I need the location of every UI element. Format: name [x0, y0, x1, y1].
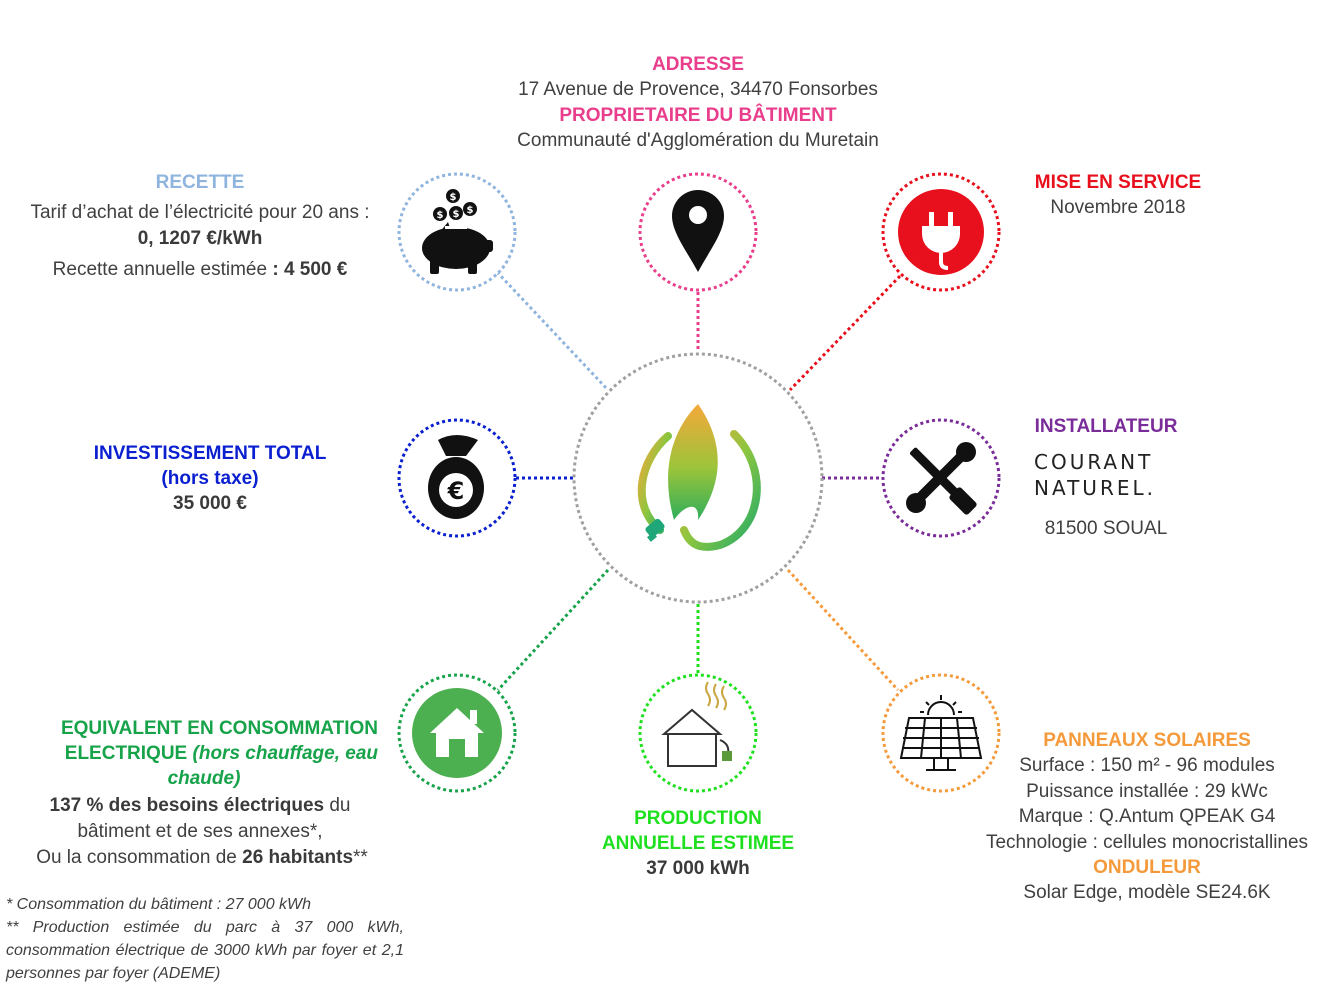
recette-title: RECETTE — [155, 172, 245, 193]
equivalent-title-italic-b: chaude) — [167, 768, 241, 789]
proprietaire-value: Communauté d'Agglomération du Muretain — [517, 130, 879, 151]
adresse-title: ADRESSE — [652, 54, 744, 75]
recette-tarif-text: Tarif d’achat de l’électricité pour 20 ans : — [30, 202, 370, 223]
recette-annuelle-label: Recette annuelle estimée — [52, 259, 273, 280]
production-value: 37 000 kWh — [646, 858, 750, 879]
panneaux-puissance: Puissance installée : 29 kWc — [1026, 781, 1268, 802]
proprietaire-title: PROPRIETAIRE DU BÂTIMENT — [559, 105, 837, 126]
footnotes — [6, 893, 404, 985]
connector-mise-en-service — [790, 276, 900, 390]
mise-en-service-value: Novembre 2018 — [1050, 197, 1186, 218]
installateur-title: INSTALLATEUR — [1034, 416, 1178, 437]
onduleur-value: Solar Edge, modèle SE24.6K — [1023, 882, 1271, 903]
equivalent-line3-bold: 26 habitants — [242, 847, 354, 868]
recette-tarif-value: 0, 1207 €/kWh — [137, 228, 263, 249]
equivalent-line3-b: ** — [353, 847, 368, 868]
equivalent-title-line1: EQUIVALENT EN CONSOMMATION — [60, 718, 378, 739]
installateur-logo-line2: NATUREL. — [1034, 476, 1156, 500]
svg-text:$: $ — [436, 210, 444, 221]
house-icon — [412, 688, 502, 778]
investissement-value: 35 000 € — [173, 493, 247, 514]
footnote-1: * Consommation du bâtiment : 27 000 kWh — [6, 896, 312, 913]
equivalent-title-line2 — [0, 741, 378, 766]
connector-panneaux — [788, 570, 898, 690]
equivalent-line1-bold: 137 % des besoins électriques — [49, 795, 325, 816]
power-plug-icon — [898, 189, 984, 275]
onduleur-title: ONDULEUR — [1093, 857, 1201, 878]
equivalent-line3 — [0, 845, 404, 870]
equivalent-line1 — [0, 793, 400, 818]
connector-recette — [497, 272, 608, 390]
installateur-logo-line1: COURANT — [1034, 450, 1154, 474]
recette-tarif — [0, 200, 400, 225]
equivalent-line3-a: Ou la consommation de — [36, 847, 243, 868]
recette-annuelle-value: : 4 500 € — [272, 259, 348, 280]
equivalent-title-italic-a: (hors chauffage, eau — [192, 743, 378, 764]
equivalent-line2: bâtiment et de ses annexes*, — [77, 821, 323, 842]
equivalent-title-electrique: ELECTRIQUE — [64, 743, 188, 764]
panneaux-marque: Marque : Q.Antum QPEAK G4 — [1018, 806, 1276, 827]
footnote-2: ** Production estimée du parc à 37 000 kWh, consommation électrique de 3000 kWh par foyer et 2,1 personnes par foyer (ADEME) — [6, 919, 404, 982]
production-title-line2: ANNUELLE ESTIMEE — [601, 833, 795, 854]
investissement-title: INVESTISSEMENT TOTAL — [93, 443, 327, 464]
svg-text:$: $ — [466, 205, 474, 216]
adresse-value: 17 Avenue de Provence, 34470 Fonsorbes — [518, 79, 878, 100]
mise-en-service-title: MISE EN SERVICE — [1034, 172, 1202, 193]
investissement-subtitle: (hors taxe) — [161, 468, 259, 489]
installateur-value: 81500 SOUAL — [1044, 518, 1168, 539]
panneaux-title: PANNEAUX SOLAIRES — [1043, 730, 1251, 751]
connector-equivalent — [498, 570, 608, 690]
production-title-line1: PRODUCTION — [634, 808, 762, 829]
svg-text:$: $ — [452, 209, 460, 220]
equivalent-line1-rest: du — [324, 795, 351, 816]
svg-text:$: $ — [449, 192, 457, 203]
panneaux-surface: Surface : 150 m² - 96 modules — [1019, 755, 1275, 776]
svg-text:€: € — [447, 477, 465, 505]
recette-annuelle — [0, 257, 400, 282]
panneaux-technologie: Technologie : cellules monocristallines — [985, 832, 1309, 853]
